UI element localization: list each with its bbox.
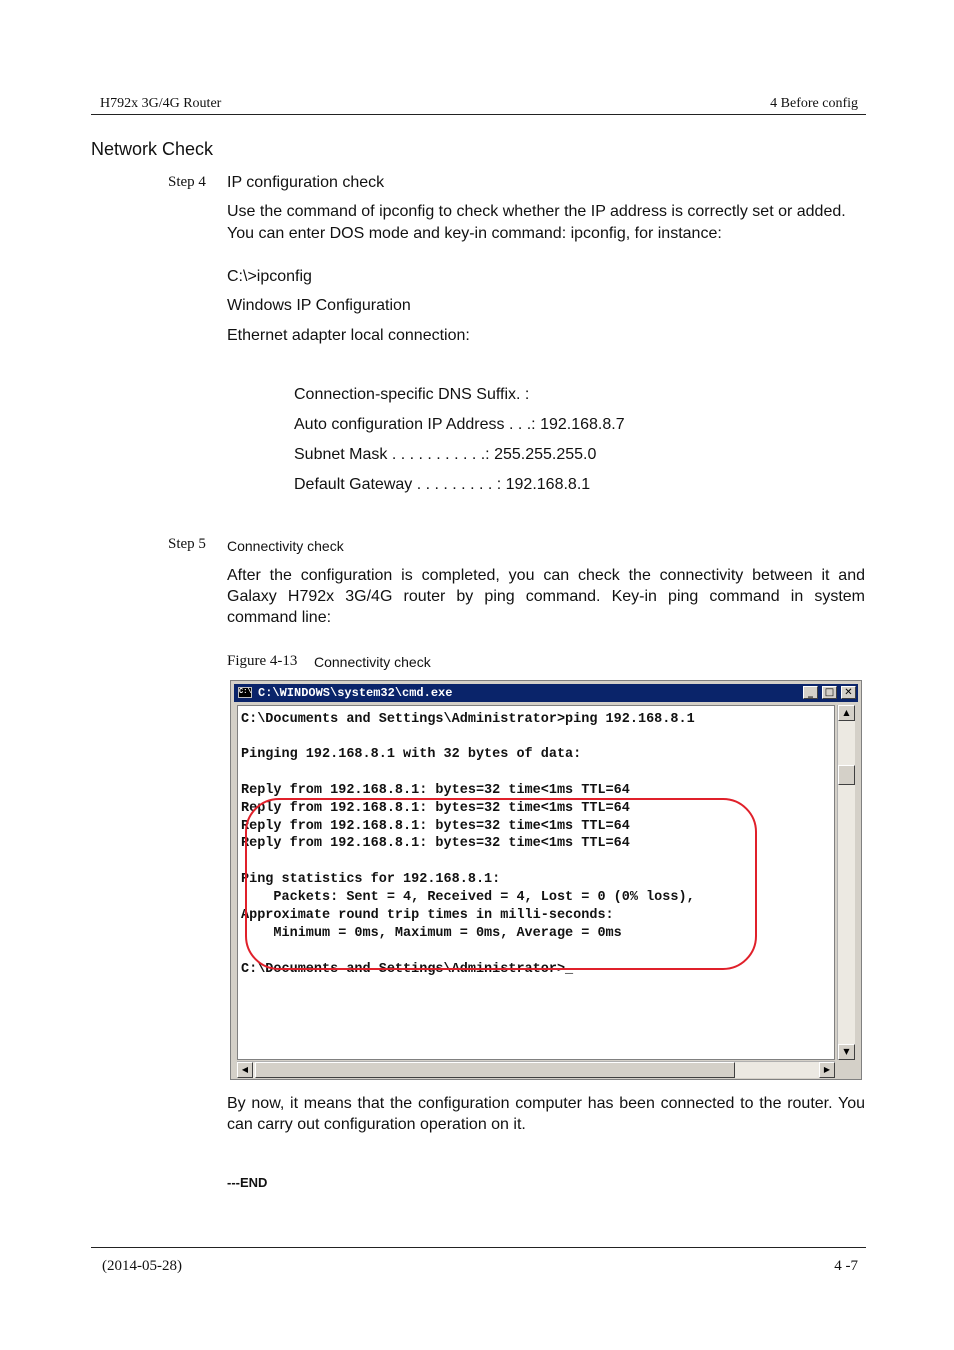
step4-line-windows: Windows IP Configuration: [227, 297, 411, 314]
console-line: Reply from 192.168.8.1: bytes=32 time<1ms TTL=64: [241, 801, 630, 816]
vertical-scrollbar[interactable]: [837, 705, 855, 1060]
step4-cmd: C:\>ipconfig: [227, 268, 312, 285]
highlight-oval: [245, 798, 757, 970]
step5-label: Step 5: [168, 536, 206, 552]
section-title: Network Check: [91, 139, 214, 159]
scroll-down-icon[interactable]: ▼: [838, 1044, 855, 1060]
console-title: C:\WINDOWS\system32\cmd.exe: [258, 686, 453, 700]
header-right: 4 Before config: [770, 96, 858, 111]
scroll-left-icon[interactable]: ◀: [237, 1062, 253, 1078]
minimize-button[interactable]: _: [803, 686, 818, 699]
step4-gateway: Default Gateway . . . . . . . . . : 192.168.8.1: [294, 476, 591, 493]
console-line: C:\Documents and Settings\Administrator>ping 192.168.8.1: [241, 712, 695, 727]
header-rule: [91, 114, 866, 115]
scroll-up-icon[interactable]: ▲: [838, 705, 855, 721]
scroll-right-icon[interactable]: ▶: [819, 1062, 835, 1078]
step4-desc1: Use the command of ipconfig to check whether the IP address is correctly set or added.: [227, 203, 846, 220]
cmd-icon: C:\: [239, 688, 252, 696]
closing-paragraph: By now, it means that the configuration computer has been connected to the router. You can carry out configuration operation on it.: [227, 1095, 865, 1133]
console-line: Approximate round trip times in milli-seconds:: [241, 908, 614, 923]
console-window: [230, 680, 862, 1080]
figure-number: Figure 4-13: [227, 653, 298, 669]
header-left: H792x 3G/4G Router: [100, 96, 222, 111]
footer-date: (2014-05-28): [102, 1258, 182, 1274]
footer-rule: [91, 1247, 866, 1248]
figure-caption: Connectivity check: [314, 654, 431, 670]
step4-label: Step 4: [168, 174, 206, 190]
footer-page-number: 4 -7: [834, 1258, 858, 1274]
maximize-button[interactable]: □: [822, 686, 837, 699]
step4-title: IP configuration check: [227, 174, 385, 191]
step4-desc2: You can enter DOS mode and key-in command: ipconfig, for instance:: [227, 225, 722, 242]
console-line: Pinging 192.168.8.1 with 32 bytes of data:: [241, 747, 582, 762]
scroll-thumb[interactable]: [838, 765, 855, 785]
console-line: Packets: Sent = 4, Received = 4, Lost = 0 (0% loss),: [241, 890, 695, 905]
console-line: Reply from 192.168.8.1: bytes=32 time<1ms TTL=64: [241, 783, 630, 798]
step4-mask: Subnet Mask . . . . . . . . . . .: 255.255.255.0: [294, 446, 597, 463]
console-titlebar: [234, 684, 858, 702]
step4-ip: Auto configuration IP Address . . .: 192.168.8.7: [294, 416, 625, 433]
step4-dns: Connection-specific DNS Suffix. :: [294, 386, 530, 403]
step5-title: Connectivity check: [227, 538, 344, 554]
console-output[interactable]: [237, 705, 835, 1060]
console-line: Reply from 192.168.8.1: bytes=32 time<1ms TTL=64: [241, 819, 630, 834]
console-line: C:\Documents and Settings\Administrator>_: [241, 962, 574, 977]
horizontal-scroll-thumb[interactable]: [255, 1062, 735, 1078]
console-line: Ping statistics for 192.168.8.1:: [241, 872, 501, 887]
horizontal-scrollbar[interactable]: [237, 1061, 835, 1078]
step4-line-ethernet: Ethernet adapter local connection:: [227, 327, 470, 344]
console-line: Reply from 192.168.8.1: bytes=32 time<1ms TTL=64: [241, 836, 630, 851]
close-button[interactable]: ✕: [841, 686, 856, 699]
console-line: Minimum = 0ms, Maximum = 0ms, Average = 0ms: [241, 926, 622, 941]
step5-desc: After the configuration is completed, you can check the connectivity between it and Galaxy H792x 3G/4G router by ping command. Key-in ping command in system command line:: [227, 567, 865, 626]
end-marker: ---END: [227, 1175, 268, 1190]
